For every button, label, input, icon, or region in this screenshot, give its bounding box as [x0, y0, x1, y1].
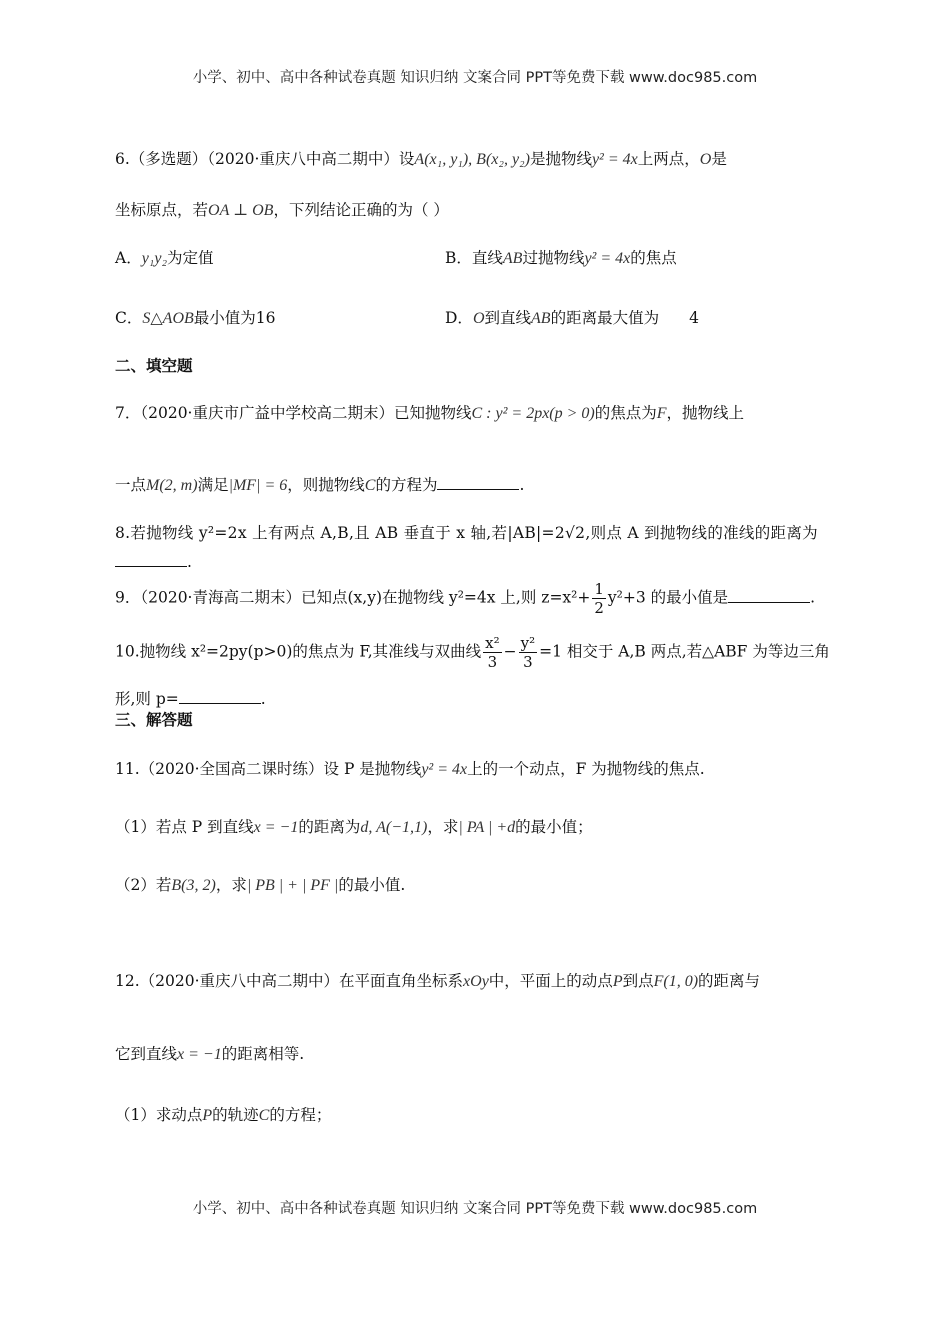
- q11-p1a: （1）若点 P 到直线: [115, 818, 254, 836]
- q7-focus: F: [656, 405, 667, 422]
- q7-mid: 的焦点为: [594, 404, 657, 422]
- q9-prefix: 9．（2020·青海高二期末）已知点(x,y)在抛物线 y²=4x 上,则 z=x²+: [115, 588, 591, 607]
- opt-c-label: C．: [115, 309, 143, 327]
- q11-p1-line: x = −1: [253, 819, 299, 836]
- question-12-line-1: [115, 972, 760, 991]
- q11-p2-point: B(3, 2): [171, 877, 216, 894]
- question-12-line-2: [115, 1045, 304, 1064]
- opt-d-math1: O: [472, 310, 485, 327]
- question-8-line-2: [115, 552, 192, 572]
- page-header: 小学、初中、高中各种试卷真题 知识归纳 文案合同 PPT等免费下载 www.doc985.com: [192, 70, 758, 86]
- section-2-title: 二、填空题: [115, 356, 193, 375]
- q12-p1-curve: C: [258, 1107, 270, 1124]
- opt-a-text: 为定值: [167, 249, 214, 267]
- q9-frac-num: 1: [594, 580, 604, 598]
- q10-suffix: =1 相交于 A,B 两点,若△ABF 为等边三角: [539, 642, 830, 661]
- opt-d-math2: AB: [531, 310, 551, 327]
- opt-b-label: B．直线: [445, 249, 503, 267]
- q11-p2b: ，求: [215, 876, 247, 894]
- q6-mid: 是抛物线: [529, 150, 592, 168]
- opt-d-label: D．: [445, 309, 473, 327]
- q9-fraction: [592, 580, 606, 617]
- q12-line: x = −1: [177, 1046, 222, 1063]
- q12-coord: xOy: [463, 973, 489, 990]
- opt-b-text1: 过抛物线: [522, 249, 585, 267]
- opt-b-text2: 的焦点: [630, 249, 677, 267]
- q10-prefix: 10.抛物线 x²=2py(p>0)的焦点为 F,其准线与双曲线: [115, 642, 482, 661]
- q9-suffix: y²+3 的最小值是: [607, 588, 729, 607]
- q6-perp: OA ⊥ OB: [208, 202, 274, 219]
- question-6-line-1: [115, 150, 727, 169]
- question-10-line-2: [115, 689, 266, 709]
- q12-part-1: [115, 1106, 331, 1125]
- question-11: [115, 760, 705, 779]
- q11-p1-expr: | PA | +d: [458, 819, 516, 836]
- q7-answer-blank[interactable]: [437, 475, 519, 490]
- opt-a-label: A．: [115, 249, 142, 267]
- q6-prefix: 6.（多选题）（2020·重庆八中高二期中）设: [115, 150, 415, 168]
- question-7-line-2: [115, 475, 524, 495]
- q11-p1d: 的最小值；: [515, 818, 593, 836]
- q10-minus: −: [503, 642, 517, 661]
- opt-d-text1: 到直线: [484, 309, 532, 327]
- q10-f1-num: x²: [485, 634, 500, 652]
- opt-b-math1: AB: [502, 250, 523, 267]
- q6-option-d: [445, 309, 699, 328]
- q10-f2-den: 3: [523, 653, 533, 671]
- q10-end: .: [260, 690, 266, 708]
- q6-line2b: ，下列结论正确的为（ ）: [273, 201, 449, 219]
- q7-end: ，抛物线上: [666, 404, 745, 422]
- q7-line2d: 的方程为: [375, 476, 438, 494]
- q9-answer-blank[interactable]: [728, 588, 810, 603]
- q6-origin: O: [699, 151, 712, 168]
- q7-line2b: 满足: [197, 476, 229, 494]
- q12-p1-point: P: [202, 1107, 213, 1124]
- opt-d-text2: 的距离最大值为: [550, 309, 660, 327]
- q11-p1c: ，求: [427, 818, 459, 836]
- q12-focus: F(1, 0): [653, 973, 699, 990]
- opt-c-text: 最小值为16: [193, 309, 276, 327]
- q12-prefix: 12.（2020·重庆八中高二期中）在平面直角坐标系: [115, 972, 464, 990]
- q12-end: 的距离与: [698, 972, 761, 990]
- question-7-line-1: [115, 404, 744, 423]
- q11-parabola: y² = 4x: [421, 761, 468, 778]
- q12-p1c: 的方程；: [269, 1106, 332, 1124]
- q7-prefix: 7．（2020·重庆市广益中学校高二期末）已知抛物线: [115, 404, 472, 422]
- q12-line2a: 它到直线: [115, 1045, 178, 1063]
- q6-parabola: y² = 4x: [591, 151, 638, 168]
- q12-line2b: 的距离相等.: [221, 1045, 305, 1063]
- opt-a-math: y₁y₂: [141, 250, 168, 267]
- q6-option-a: [115, 249, 214, 268]
- q7-line2e: .: [519, 476, 525, 494]
- q12-mid2: 到点: [622, 972, 654, 990]
- q12-p1a: （1）求动点: [115, 1106, 203, 1124]
- q12-mid: 中，平面上的动点: [488, 972, 613, 990]
- q11-p1-math: d, A(−1,1): [360, 819, 428, 836]
- q7-line2c: ，则抛物线: [287, 476, 365, 494]
- q7-curve: C: [364, 477, 376, 494]
- q6-end2: 是: [711, 150, 727, 168]
- q10-f1-den: 3: [487, 653, 498, 671]
- opt-d-value: 4: [689, 309, 699, 327]
- q11-p2-expr: | PB | + | PF |: [246, 877, 339, 894]
- q6-end: 上两点，: [637, 150, 700, 168]
- q6-option-b: [445, 249, 677, 268]
- q7-point: M(2, m): [146, 477, 198, 494]
- q9-frac-den: 2: [594, 599, 604, 617]
- question-10-line-1: [115, 634, 830, 671]
- q6-points: A(x₁, y₁), B(x₂, y₂): [414, 151, 530, 168]
- page-footer: 小学、初中、高中各种试卷真题 知识归纳 文案合同 PPT等免费下载 www.doc985.com: [192, 1201, 758, 1217]
- q8-end: .: [187, 553, 192, 571]
- opt-c-math: S△AOB: [142, 310, 194, 327]
- q11-p2c: 的最小值.: [338, 876, 406, 894]
- q11-part-1: [115, 818, 593, 837]
- opt-b-math2: y² = 4x: [584, 250, 631, 267]
- q10-fraction-2: [519, 634, 538, 671]
- q8-answer-blank[interactable]: [115, 552, 187, 567]
- q11-prefix: 11.（2020·全国高二课时练）设 P 是抛物线: [115, 760, 422, 778]
- q10-line2: 形,则 p=: [115, 690, 179, 708]
- q7-parabola: C : y² = 2px(p > 0): [471, 405, 595, 422]
- question-8-line-1: 8.若抛物线 y²=2x 上有两点 A,B,且 AB 垂直于 x 轴,若|AB|=2√2,则点 A 到抛物线的准线的距离为: [115, 524, 818, 542]
- q9-end: .: [810, 588, 816, 607]
- q11-part-2: [115, 876, 405, 895]
- q7-cond: |MF| = 6: [228, 477, 288, 494]
- question-6-line-2: [115, 201, 449, 220]
- section-3-title: 三、解答题: [115, 710, 193, 729]
- q10-answer-blank[interactable]: [179, 689, 261, 704]
- q7-line2a: 一点: [115, 476, 147, 494]
- q12-point: P: [612, 973, 623, 990]
- q11-p2a: （2）若: [115, 876, 172, 894]
- q6-line2a: 坐标原点，若: [115, 201, 209, 219]
- q10-f2-num: y²: [520, 634, 536, 652]
- q6-option-c: [115, 309, 276, 328]
- q12-p1b: 的轨迹: [212, 1106, 259, 1124]
- question-9: [115, 580, 815, 617]
- q10-fraction-1: [483, 634, 501, 671]
- q11-suffix: 上的一个动点，F 为抛物线的焦点.: [467, 760, 705, 778]
- q11-p1b: 的距离为: [298, 818, 361, 836]
